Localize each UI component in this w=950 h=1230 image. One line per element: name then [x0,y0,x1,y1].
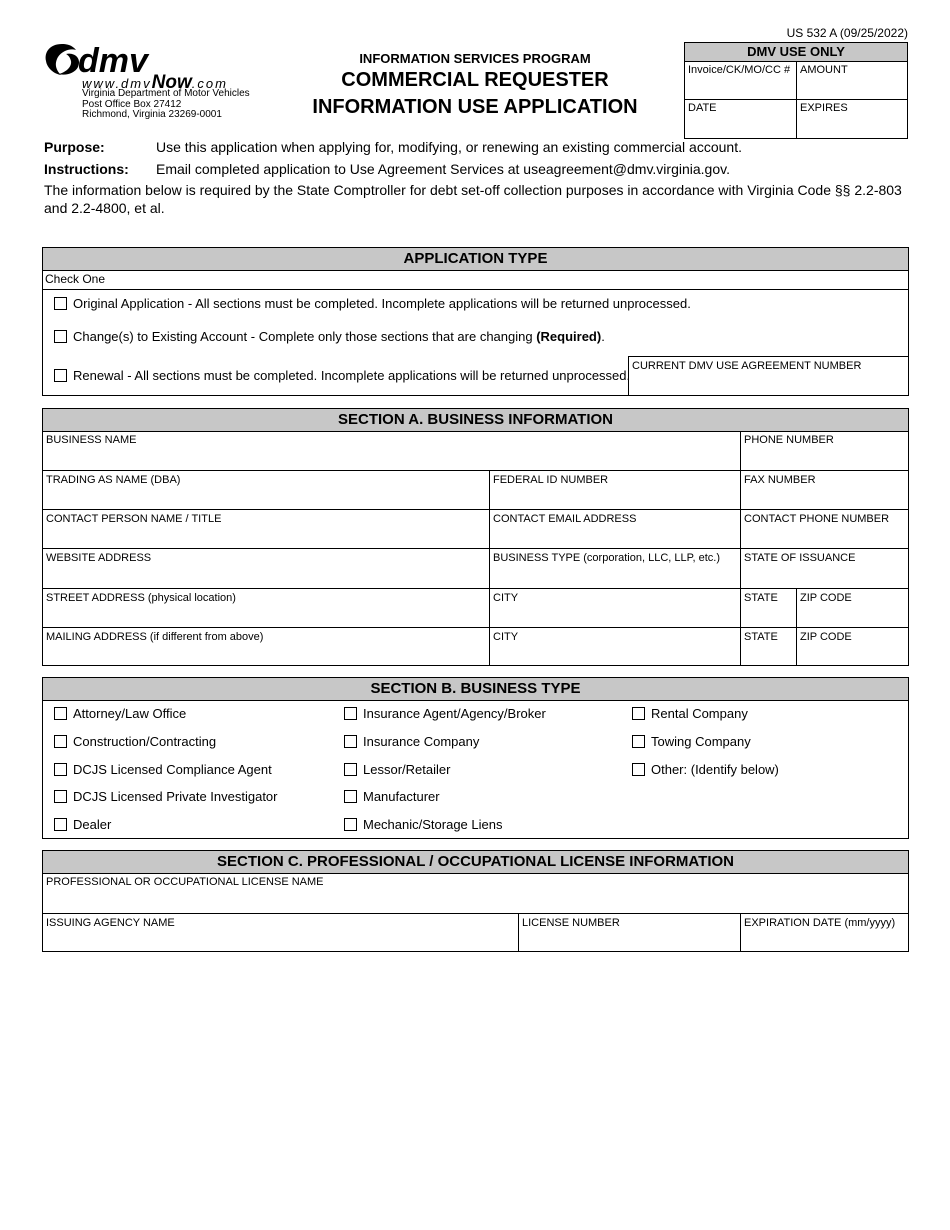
business-type-option[interactable]: Construction/Contracting [54,734,216,749]
state-issuance-field[interactable]: STATE OF ISSUANCE [740,548,908,588]
website-field[interactable]: WEBSITE ADDRESS [43,548,489,588]
checkbox[interactable] [344,707,357,720]
checkbox[interactable] [632,763,645,776]
title-line-2: INFORMATION USE APPLICATION [312,96,638,118]
license-number-field[interactable]: LICENSE NUMBER [518,913,740,951]
agreement-number-field[interactable]: CURRENT DMV USE AGREEMENT NUMBER [628,356,908,395]
purpose-row: Purpose: Use this application when applying for, modifying, or renewing an existing commercial account. [44,139,742,155]
form-title [280,51,670,120]
business-name-field[interactable]: BUSINESS NAME [46,434,137,446]
business-type-option[interactable]: Manufacturer [344,789,440,804]
checkbox[interactable] [344,763,357,776]
date-field[interactable]: DATE [688,102,717,114]
checkbox[interactable] [344,735,357,748]
original-checkbox[interactable] [54,297,67,310]
section-c-title: SECTION C. PROFESSIONAL / OCCUPATIONAL LICENSE INFORMATION [43,851,908,874]
checkbox[interactable] [344,790,357,803]
business-type-option[interactable]: Insurance Agent/Agency/Broker [344,706,546,721]
expires-field[interactable]: EXPIRES [796,100,907,139]
check-one-label: Check One [43,270,908,290]
city-field[interactable]: CITY [489,588,740,627]
mailing-address-field[interactable]: MAILING ADDRESS (if different from above) [43,627,489,665]
street-address-field[interactable]: STREET ADDRESS (physical location) [43,588,489,627]
dmv-use-only-title: DMV USE ONLY [685,43,907,62]
fax-field[interactable]: FAX NUMBER [740,470,908,509]
invoice-field[interactable]: Invoice/CK/MO/CC # [685,62,796,100]
mailing-zip-code-field[interactable]: ZIP CODE [796,627,908,665]
contact-phone-field[interactable]: CONTACT PHONE NUMBER [740,509,908,548]
dmv-url: www.dmvNow.com [82,72,228,93]
option-change[interactable]: Change(s) to Existing Account - Complete only those sections that are changing (Required). [54,329,605,344]
option-renewal[interactable]: Renewal - All sections must be completed. Incomplete applications will be returned unprocessed. [54,368,630,383]
zip-code-field[interactable]: ZIP CODE [796,588,908,627]
option-original[interactable]: Original Application - All sections must be completed. Incomplete applications will be returned unprocessed. [54,296,691,311]
checkbox[interactable] [54,735,67,748]
form-id: US 532 A (09/25/2022) [786,26,908,40]
title-line-1: COMMERCIAL REQUESTER [341,69,609,91]
business-type-field[interactable]: BUSINESS TYPE (corporation, LLC, LLP, etc.) [489,548,740,588]
business-type-option[interactable]: Rental Company [632,706,748,721]
checkbox[interactable] [54,763,67,776]
application-type-section [42,247,909,396]
business-type-option[interactable]: Towing Company [632,734,751,749]
checkbox[interactable] [54,818,67,831]
business-type-option[interactable]: Attorney/Law Office [54,706,186,721]
renewal-checkbox[interactable] [54,369,67,382]
checkbox[interactable] [632,707,645,720]
dmv-wordmark: dmv [78,42,148,80]
contact-person-field[interactable]: CONTACT PERSON NAME / TITLE [43,509,489,548]
checkbox[interactable] [54,707,67,720]
comptroller-note: The information below is required by the State Comptroller for debt set-off collection purposes in accordance with Virginia Code §§ 2.2-803 and 2.2-4800, et al. [44,182,902,216]
business-type-option[interactable]: DCJS Licensed Private Investigator [54,789,277,804]
section-a-title: SECTION A. BUSINESS INFORMATION [43,409,908,432]
amount-field[interactable]: AMOUNT [796,62,907,100]
mailing-city-field[interactable]: CITY [489,627,740,665]
contact-email-field[interactable]: CONTACT EMAIL ADDRESS [489,509,740,548]
section-b [42,677,909,839]
instructions-row: Instructions: Email completed application to Use Agreement Services at useagreement@dmv.virginia.gov. [44,161,730,177]
federal-id-field[interactable]: FEDERAL ID NUMBER [489,470,740,509]
dmv-logo [44,42,279,127]
program-name: INFORMATION SERVICES PROGRAM [359,51,591,66]
change-checkbox[interactable] [54,330,67,343]
application-type-title: APPLICATION TYPE [43,248,908,271]
business-type-option[interactable]: Lessor/Retailer [344,762,450,777]
business-type-option[interactable]: Mechanic/Storage Liens [344,817,502,832]
state-field[interactable]: STATE [740,588,796,627]
mailing-state-field[interactable]: STATE [740,627,796,665]
license-name-field[interactable]: PROFESSIONAL OR OCCUPATIONAL LICENSE NAME [46,876,324,888]
section-c [42,850,909,952]
phone-field[interactable]: PHONE NUMBER [740,431,908,470]
dmv-use-only-box [684,42,908,139]
issuing-agency-field[interactable]: ISSUING AGENCY NAME [43,913,518,951]
business-type-option[interactable]: Other: (Identify below) [632,762,779,777]
business-type-option[interactable]: DCJS Licensed Compliance Agent [54,762,272,777]
dmv-address: Virginia Department of Motor Vehicles Post Office Box 27412 Richmond, Virginia 23269-0001 [82,88,250,120]
checkbox[interactable] [344,818,357,831]
business-type-option[interactable]: Dealer [54,817,111,832]
business-type-option[interactable]: Insurance Company [344,734,479,749]
dba-field[interactable]: TRADING AS NAME (DBA) [43,470,489,509]
expiration-date-field[interactable]: EXPIRATION DATE (mm/yyyy) [740,913,908,951]
section-a [42,408,909,666]
section-b-title: SECTION B. BUSINESS TYPE [43,678,908,701]
checkbox[interactable] [632,735,645,748]
checkbox[interactable] [54,790,67,803]
